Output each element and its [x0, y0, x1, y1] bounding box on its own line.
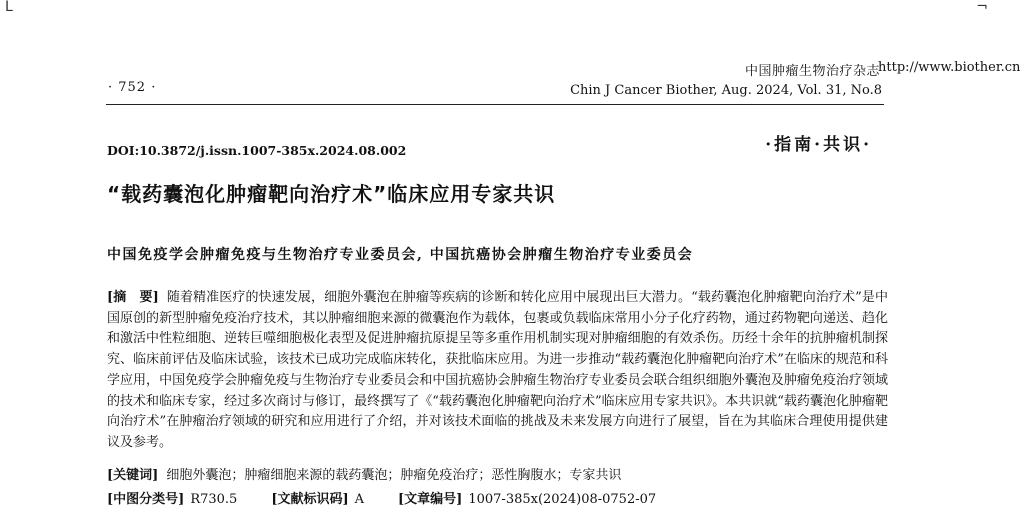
- section-tag: ·指南·共识·: [765, 135, 872, 155]
- article-title: “载药囊泡化肿瘤靶向治疗术”临床应用专家共识: [107, 182, 556, 206]
- keywords-text: 细胞外囊泡；肿瘤细胞来源的载药囊泡；肿瘤免疫治疗；恶性胸腹水；专家共识: [166, 468, 622, 483]
- crop-mark-right: ¬: [976, 0, 988, 15]
- clc-label: [中图分类号]: [107, 492, 185, 507]
- keywords: [107, 464, 621, 483]
- abstract: [107, 288, 888, 454]
- doc-code-value: A: [354, 492, 365, 507]
- doc-code-label: [文献标识码]: [271, 492, 349, 507]
- header-rule: [106, 104, 884, 105]
- crop-mark-left: L: [5, 0, 13, 15]
- article-number-value: 1007-385x(2024)08-0752-07: [468, 492, 657, 507]
- journal-name-en: Chin J Cancer Biother, Aug. 2024, Vol. 31, No.8: [570, 83, 882, 98]
- page-number: · 752 ·: [108, 80, 157, 95]
- abstract-text: 随着精准医疗的快速发展，细胞外囊泡在肿瘤等疾病的诊断和转化应用中展现出巨大潜力。“载药囊泡化肿瘤靶向治疗术”是中国原创的新型肿瘤免疫治疗技术，其以肿瘤细胞来源的微囊泡作为载体，包裹或负载临床常用小分子化疗药物，通过药物靶向递送、趋化和激活中性粒细胞、逆转巨噬细胞极化表型及促进肿瘤抗原提呈等多重作用机制实现对肿瘤细胞的有效杀伤。历经十余年的抗肿瘤机制探究、临床前评估及临床试验，该技术已成功完成临床转化，获批临床应用。为进一步推动“载药囊泡化肿瘤靶向治疗术”在临床的规范和科学应用，中国免疫学会肿瘤免疫与生物治疗专业委员会和中国抗癌协会肿瘤生物治疗专业委员会联合组织细胞外囊泡及肿瘤免疫治疗领域的技术和临床专家，经过多次商讨与修订，最终撰写了《“载药囊泡化肿瘤靶向治疗术”临床应用专家共识》。本共识就“载药囊泡化肿瘤靶向治疗术”在肿瘤治疗领域的研究和应用进行了介绍，并对该技术面临的挑战及未来发展方向进行了展望，旨在为其临床合理使用提供建议及参考。: [107, 290, 888, 450]
- article-number-label: [文章编号]: [398, 492, 463, 507]
- journal-name-cn: 中国肿瘤生物治疗杂志: [744, 64, 880, 79]
- classification-line: [107, 488, 690, 507]
- doi-line[interactable]: DOI:10.3872/j.issn.1007-385x.2024.08.002: [107, 143, 407, 158]
- abstract-label: [摘 要]: [107, 290, 159, 305]
- journal-url[interactable]: http://www.biother.cn: [878, 60, 1020, 75]
- clc-value: R730.5: [190, 492, 238, 507]
- author-affiliations: 中国免疫学会肿瘤免疫与生物治疗专业委员会, 中国抗癌协会肿瘤生物治疗专业委员会: [107, 247, 694, 263]
- keywords-label: [关键词]: [107, 468, 159, 483]
